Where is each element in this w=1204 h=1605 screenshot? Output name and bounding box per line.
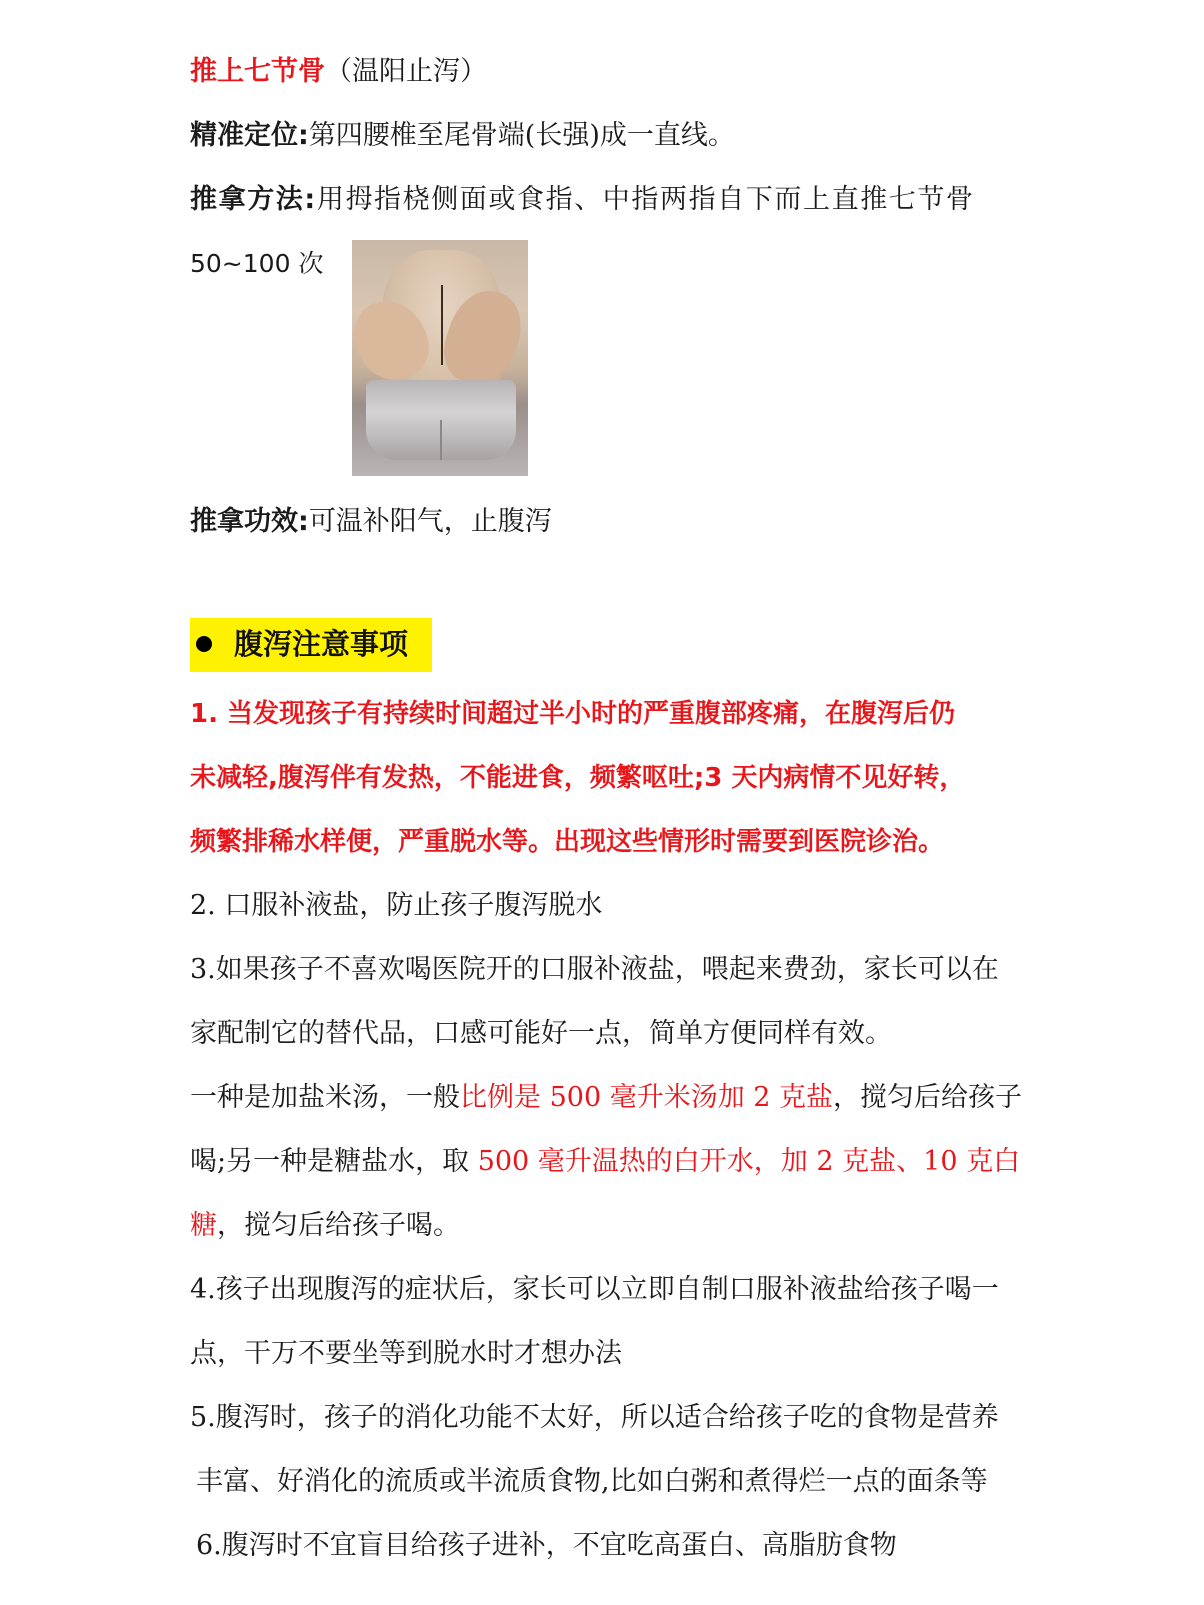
- bullet-icon: [196, 636, 212, 652]
- item4-line2: 点，干万不要坐等到脱水时才想办法: [190, 1338, 622, 1369]
- item3-line4-b: 500 毫升温热的白开水，加 2 克盐、10 克白: [477, 1146, 1021, 1177]
- item3-line4: [190, 1142, 1020, 1182]
- item5-line2: 丰富、好消化的流质或半流质食物,比如白粥和煮得烂一点的面条等: [196, 1466, 988, 1497]
- position-line: [190, 116, 735, 156]
- item5-line1: 5.腹泻时，孩子的消化功能不太好，所以适合给孩子吃的食物是营养: [190, 1402, 999, 1433]
- item3-line1: 3.如果孩子不喜欢喝医院开的口服补液盐，喂起来费劲，家长可以在: [190, 954, 999, 985]
- section-title-line: [190, 52, 487, 92]
- effect-line: [190, 502, 552, 542]
- effect-text: 可温补阳气，止腹泻: [308, 506, 552, 537]
- section-subtitle: （温阳止泻）: [325, 56, 487, 87]
- position-label: 精准定位:: [190, 120, 309, 151]
- method-text: 用拇指桡侧面或食指、中指两指自下而上直推七节骨: [316, 184, 975, 215]
- photo-cloth-fold: [440, 420, 442, 460]
- item3-line5-a: 糖: [190, 1210, 217, 1241]
- item3-line5-b: ，搅匀后给孩子喝。: [217, 1210, 460, 1241]
- item3-line5: [190, 1206, 460, 1246]
- item6: 6.腹泻时不宜盲目给孩子进补，不宜吃高蛋白、高脂肪食物: [196, 1530, 897, 1561]
- item3-line3: [190, 1078, 1022, 1118]
- effect-label: 推拿功效:: [190, 506, 309, 537]
- method-count: 50~100 次: [190, 249, 324, 278]
- item3-line3-a: 一种是加盐米汤，一般: [190, 1082, 460, 1113]
- item1-line2: 未减轻,腹泻伴有发热，不能进食，频繁呕吐;3 天内病情不见好转，: [190, 763, 966, 793]
- method-label: 推拿方法:: [190, 184, 317, 215]
- item4-line1: 4.孩子出现腹泻的症状后，家长可以立即自制口服补液盐给孩子喝一: [190, 1274, 999, 1305]
- item1-line1: 1. 当发现孩子有持续时间超过半小时的严重腹部疼痛，在腹泻后仍: [190, 699, 956, 729]
- item2: 2. 口服补液盐，防止孩子腹泻脱水: [190, 890, 603, 921]
- item3-line3-b: 比例是 500 毫升米汤加 2 克盐: [460, 1082, 834, 1113]
- position-text: 第四腰椎至尾骨端(长强)成一直线。: [308, 120, 735, 151]
- section-title: 推上七节骨: [190, 56, 325, 87]
- item1-line3: 频繁排稀水样便，严重脱水等。出现这些情形时需要到医院诊治。: [190, 827, 945, 857]
- massage-photo: [352, 240, 528, 476]
- notes-heading: [196, 624, 408, 664]
- notes-heading-text: 腹泻注意事项: [234, 627, 409, 661]
- item3-line4-a: 喝;另一种是糖盐水，取: [190, 1146, 478, 1177]
- item3-line3-c: ，搅匀后给孩子: [833, 1082, 1023, 1113]
- photo-spine-line: [441, 285, 443, 365]
- item3-line2: 家配制它的替代品，口感可能好一点，简单方便同样有效。: [190, 1018, 892, 1049]
- method-line: [190, 180, 975, 220]
